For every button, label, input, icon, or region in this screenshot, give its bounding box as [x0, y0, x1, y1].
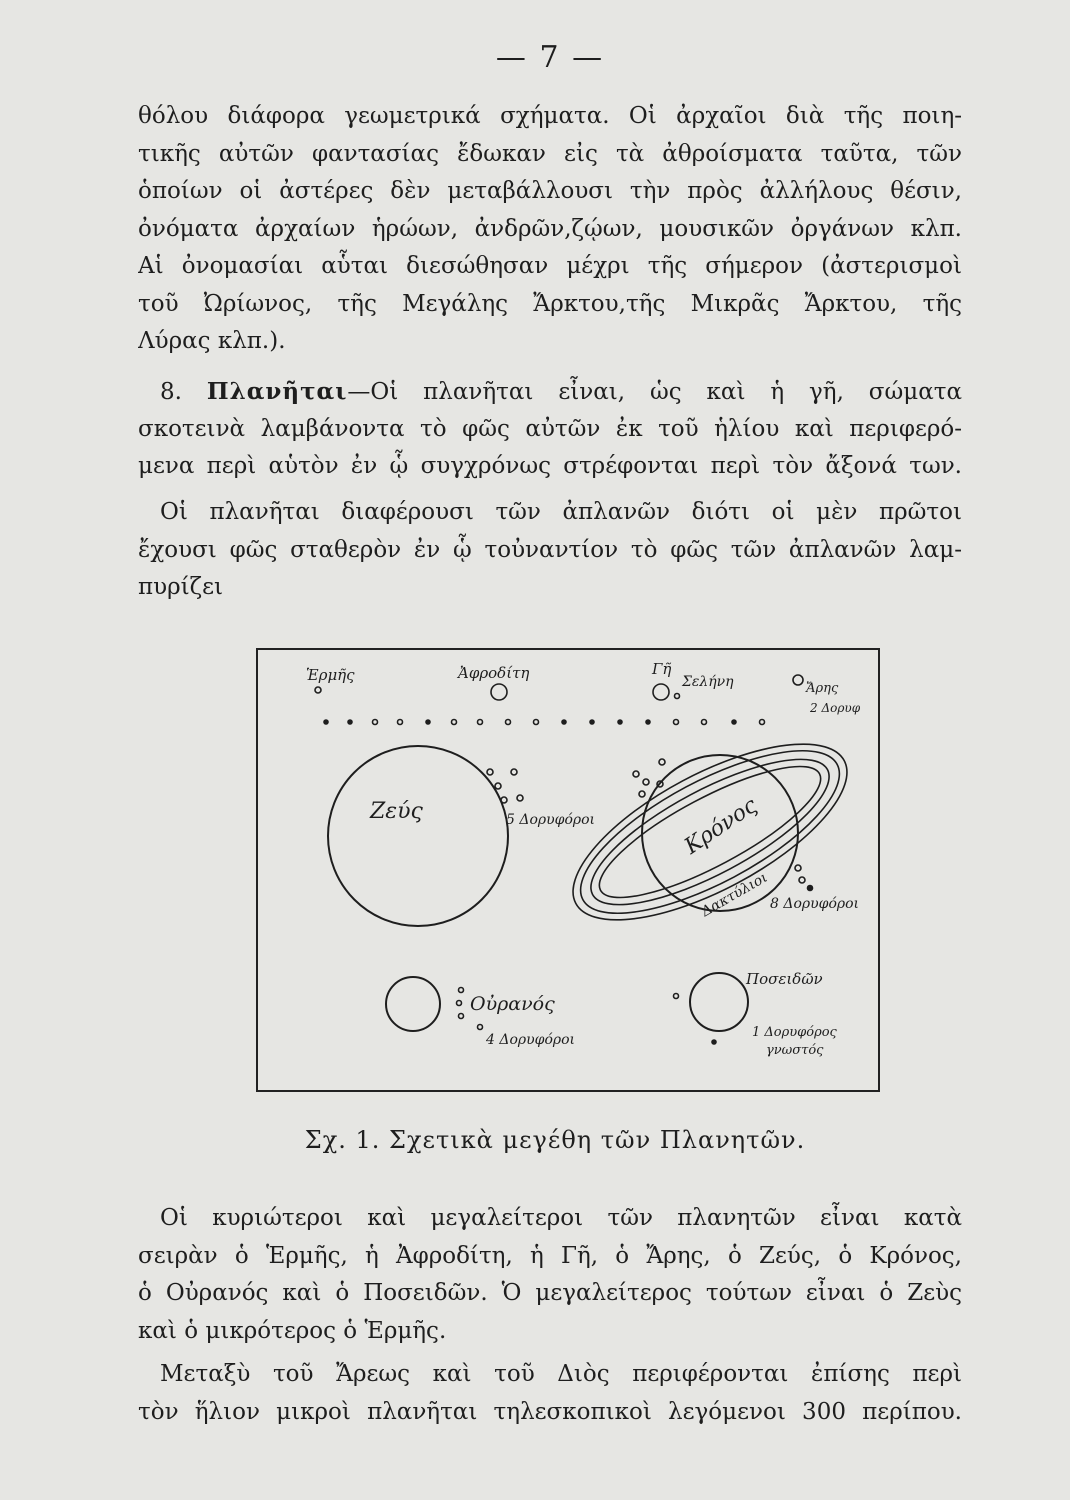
- text-line: σκοτεινὰ λαμβάνοντα τὸ φῶς αὐτῶν ἐκ τοῦ ἡλίου καὶ περιφερό-: [138, 415, 962, 442]
- text-line: μενα περὶ αὑτὸν ἐν ᾧ συγχρόνως στρέφονται περὶ τὸν ἄξονά των.: [138, 453, 962, 479]
- paragraph-asteroids: [138, 1356, 962, 1431]
- page-number: — 7 —: [495, 40, 605, 75]
- figure-caption: Σχ. 1. Σχετικὰ μεγέθη τῶν Πλανητῶν.: [304, 1126, 806, 1154]
- text-line: ὁποίων οἱ ἀστέρες δὲν μεταβάλλουσι τὴν πρὸς ἀλλήλους θέσιν,: [138, 178, 962, 204]
- neptune-dot: [712, 1040, 716, 1044]
- paragraph-planet-order: [138, 1200, 962, 1350]
- paragraph-planets: [138, 373, 962, 486]
- neptune-moons-label: 1 Δορυφόρος: [752, 1025, 837, 1040]
- text-line: Οἱ πλανῆται διαφέρουσι τῶν ἀπλανῶν διότι οἱ μὲν πρῶτοι: [160, 499, 962, 525]
- text-line: Μεταξὺ τοῦ Ἄρεως καὶ τοῦ Διὸς περιφέρονται ἐπίσης περὶ: [160, 1361, 962, 1387]
- jupiter-label: Ζεύς: [370, 799, 423, 824]
- section-number: 8.: [160, 379, 182, 405]
- text-line: —Οἱ πλανῆται εἶναι, ὡς καὶ ἡ γῆ, σώματα: [347, 379, 962, 405]
- text-line: θόλου διάφορα γεωμετρικά σχήματα. Οἱ ἀρχαῖοι διὰ τῆς ποιη-: [138, 103, 962, 129]
- asteroid-dots: [324, 720, 765, 725]
- neptune-planet: [690, 973, 748, 1031]
- text-line: Αἱ ὀνομασίαι αὗται διεσώθησαν μέχρι τῆς σήμερον (ἀστερισμοὶ: [138, 253, 962, 279]
- uranus-planet: [386, 977, 440, 1031]
- section-heading: Πλανῆται: [206, 378, 348, 405]
- text-line: ὁ Οὐρανός καὶ ὁ Ποσειδῶν. Ὁ μεγαλείτερος τούτων εἶναι ὁ Ζεὺς: [138, 1280, 962, 1306]
- text-line: τοῦ Ὠρίωνος, τῆς Μεγάλης Ἄρκτου,τῆς Μικρᾶς Ἄρκτου, τῆς: [138, 290, 962, 317]
- moon-label: Σελήνη: [682, 674, 734, 690]
- section-heading-line: [138, 373, 962, 411]
- saturn-label: Κρόνος: [680, 793, 762, 860]
- uranus-moons-label: 4 Δορυφόροι: [486, 1032, 576, 1048]
- aphrodite-planet: [491, 684, 507, 700]
- mars-moons-label: 2 Δορυφ: [810, 701, 861, 715]
- neptune-label: Ποσειδῶν: [746, 970, 823, 988]
- hermes-planet: [315, 687, 321, 693]
- mars-planet: [793, 675, 803, 685]
- text-line: ὀνόματα ἀρχαίων ἡρώων, ἀνδρῶν,ζῴων, μουσικῶν ὀργάνων κλπ.: [138, 215, 962, 242]
- rings-label: Δακτύλιοι: [698, 869, 771, 921]
- text-line: ἔχουσι φῶς σταθερὸν ἐν ᾧ τοὐναντίον τὸ φῶς τῶν ἀπλανῶν λαμ-: [138, 536, 962, 563]
- hermes-label: Ἑρμῆς: [306, 666, 355, 684]
- neptune-known-label: γνωστός: [766, 1043, 824, 1058]
- aphrodite-label: Ἀφροδίτη: [458, 664, 530, 682]
- saturn-moons-label: 8 Δορυφόροι: [770, 896, 860, 912]
- text-line: σειρὰν ὁ Ἑρμῆς, ἡ Ἀφροδίτη, ἡ Γῆ, ὁ Ἄρης, ὁ Ζεύς, ὁ Κρόνος,: [138, 1242, 962, 1269]
- planets-diagram: [258, 650, 882, 1094]
- text-line: τὸν ἥλιον μικροὶ πλανῆται τηλεσκοπικοὶ λεγόμενοι 300 περίπου.: [138, 1398, 962, 1425]
- paragraph-constellations: [138, 98, 962, 361]
- uranus-label: Οὐρανός: [470, 993, 555, 1015]
- text-line: πυρίζει: [138, 574, 224, 600]
- paragraph-planet-light: [138, 494, 962, 607]
- moon-body: [675, 694, 680, 699]
- mars-label: Ἄρης: [806, 681, 839, 696]
- earth-label: Γῆ: [652, 660, 672, 678]
- jupiter-planet: [328, 746, 508, 926]
- earth-planet: [653, 684, 669, 700]
- planets-figure: [256, 648, 880, 1092]
- text-line: Λύρας κλπ.).: [138, 328, 286, 354]
- text-line: τικῆς αὐτῶν φαντασίας ἔδωκαν εἰς τὰ ἀθροίσματα ταῦτα, τῶν: [138, 140, 962, 167]
- jupiter-moons-label: 5 Δορυφόροι: [506, 812, 596, 828]
- text-line: καὶ ὁ μικρότερος ὁ Ἑρμῆς.: [138, 1317, 447, 1344]
- text-line: Οἱ κυριώτεροι καὶ μεγαλείτεροι τῶν πλανητῶν εἶναι κατὰ: [160, 1205, 962, 1231]
- neptune-moon: [674, 994, 679, 999]
